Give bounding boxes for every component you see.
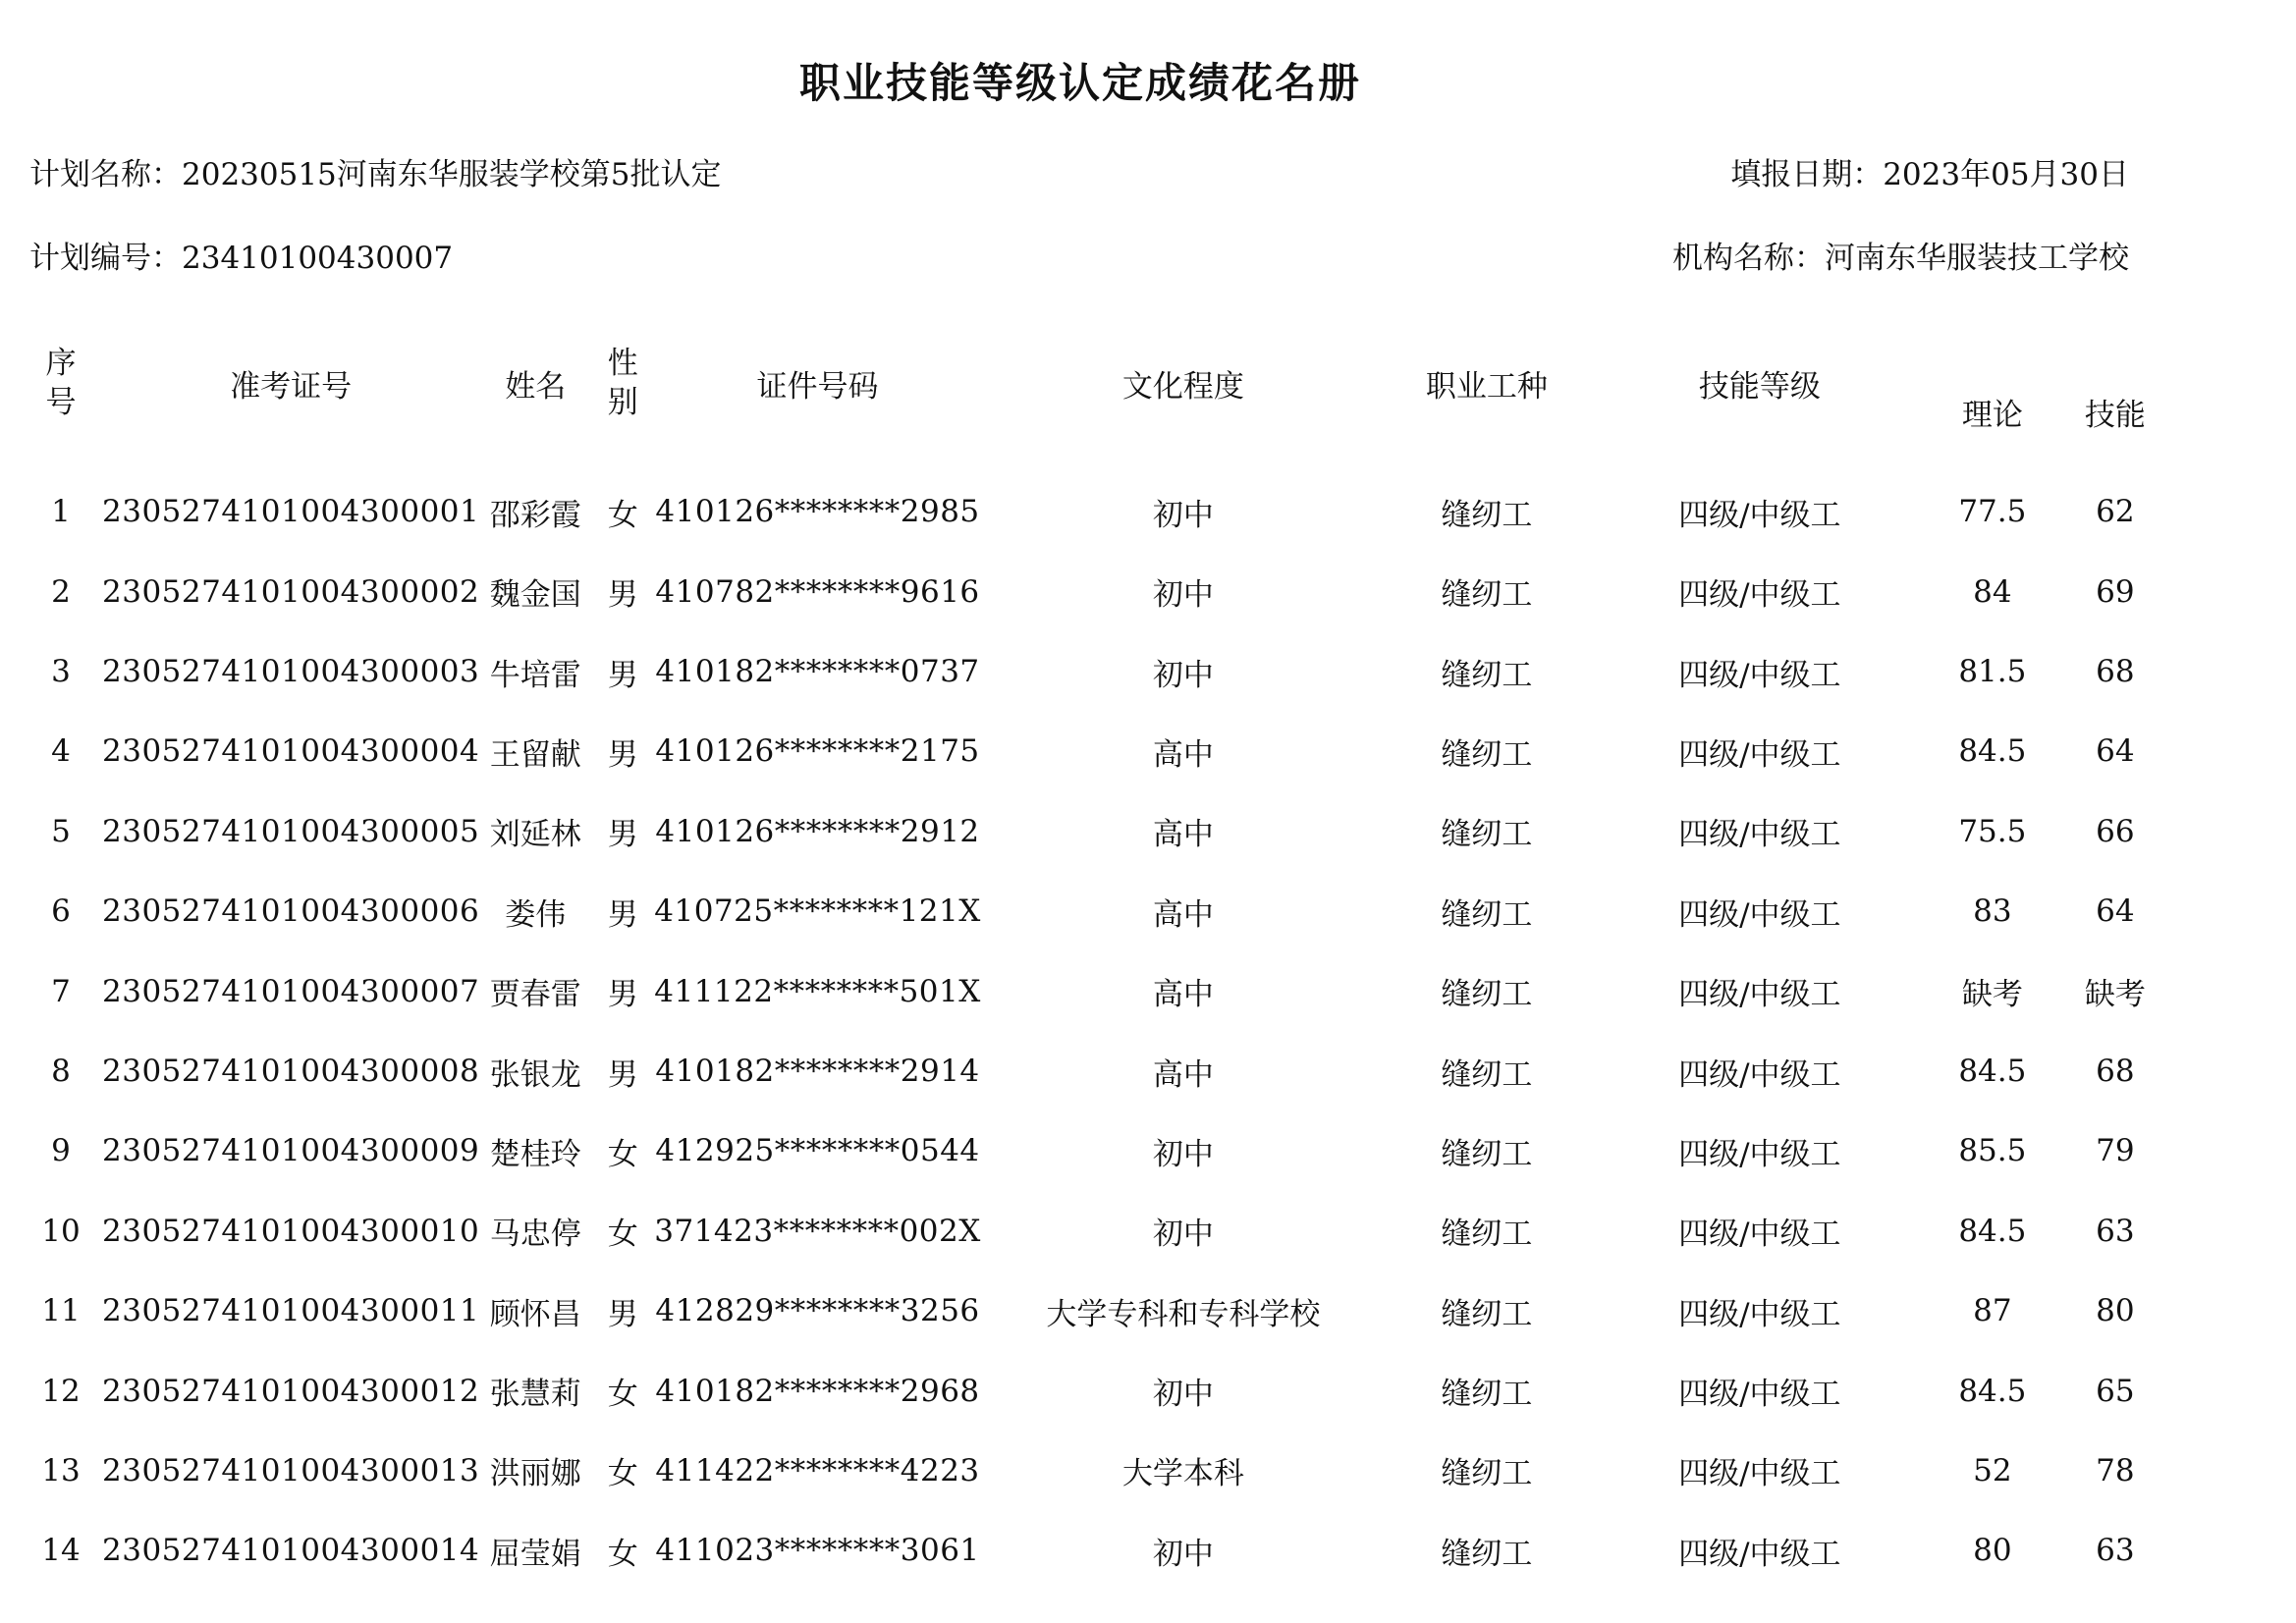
cell-seq: 3 — [51, 654, 71, 690]
cell-name: 牛培雷 — [489, 657, 581, 693]
header-occupation: 职业工种 — [1425, 368, 1548, 405]
cell-occupation: 缝纫工 — [1441, 736, 1533, 773]
cell-ticket: 2305274101004300011 — [102, 1293, 480, 1329]
cell-skill-level: 四级/中级工 — [1678, 1296, 1841, 1332]
page-title: 职业技能等级认定成绩花名册 — [798, 59, 1361, 107]
table-row — [20, 1511, 2177, 1591]
cell-education: 高中 — [1152, 817, 1214, 853]
cell-skill-level: 四级/中级工 — [1678, 1056, 1841, 1093]
cell-theory-score: 84.5 — [1958, 1213, 2027, 1249]
table-row — [20, 1111, 2177, 1191]
cell-seq: 1 — [51, 494, 71, 529]
table-row — [20, 1271, 2177, 1351]
cell-occupation: 缝纫工 — [1441, 896, 1533, 933]
cell-skill-score: 64 — [2096, 733, 2135, 770]
cell-id-number: 410182********2914 — [655, 1054, 980, 1090]
cell-name: 屈莹娟 — [489, 1536, 581, 1572]
cell-theory-score: 85.5 — [1958, 1133, 2027, 1169]
table-row — [20, 1351, 2177, 1431]
cell-occupation: 缝纫工 — [1441, 1136, 1533, 1172]
cell-id-number: 411422********4223 — [655, 1452, 980, 1488]
cell-occupation: 缝纫工 — [1441, 1377, 1533, 1413]
cell-skill-level: 四级/中级工 — [1678, 896, 1841, 933]
cell-name: 贾春雷 — [489, 977, 581, 1013]
cell-occupation: 缝纫工 — [1441, 1296, 1533, 1332]
cell-id-number: 371423********002X — [654, 1213, 981, 1249]
cell-id-number: 411023********3061 — [655, 1533, 980, 1569]
header-theory: 理论 — [1961, 398, 2023, 433]
cell-education: 高中 — [1152, 1056, 1214, 1093]
table-row — [20, 631, 2177, 711]
cell-skill-level: 四级/中级工 — [1678, 657, 1841, 693]
cell-seq: 12 — [41, 1373, 81, 1409]
organization-field — [1672, 233, 2129, 277]
cell-skill-score: 68 — [2096, 1054, 2135, 1090]
cell-theory-score: 77.5 — [1958, 494, 2027, 529]
cell-education: 初中 — [1152, 1217, 1214, 1253]
cell-name: 邵彩霞 — [489, 497, 581, 533]
cell-seq: 14 — [41, 1533, 81, 1569]
cell-skill-level: 四级/中级工 — [1678, 1217, 1841, 1253]
cell-gender: 女 — [607, 497, 638, 533]
plan-number-value: 23410100430007 — [182, 241, 454, 276]
header-gender-line1: 性 — [607, 346, 638, 381]
cell-occupation: 缝纫工 — [1441, 657, 1533, 693]
cell-gender: 女 — [607, 1217, 638, 1253]
cell-gender: 男 — [607, 1056, 638, 1093]
cell-theory-score: 84.5 — [1958, 733, 2027, 770]
cell-id-number: 410126********2985 — [655, 494, 980, 529]
cell-seq: 8 — [51, 1054, 71, 1090]
plan-number-label: 计划编号： — [29, 241, 182, 276]
plan-number-field — [29, 233, 453, 277]
cell-skill-score: 78 — [2096, 1452, 2135, 1488]
cell-skill-level: 四级/中级工 — [1678, 1456, 1841, 1492]
cell-theory-score: 84.5 — [1958, 1054, 2027, 1090]
cell-education: 初中 — [1152, 1377, 1214, 1413]
cell-name: 刘延林 — [489, 817, 581, 853]
cell-name: 张慧莉 — [489, 1377, 581, 1413]
cell-seq: 6 — [51, 893, 71, 930]
table-row — [20, 1191, 2177, 1271]
cell-theory-score: 84.5 — [1958, 1373, 2027, 1409]
header-skill: 技能 — [2084, 398, 2146, 433]
header-gender — [591, 312, 654, 454]
fill-date-field — [1730, 149, 2129, 193]
cell-skill-score: 64 — [2096, 893, 2135, 930]
cell-ticket: 2305274101004300006 — [102, 893, 480, 930]
cell-education: 高中 — [1152, 977, 1214, 1013]
cell-gender: 女 — [607, 1456, 638, 1492]
cell-id-number: 410182********0737 — [655, 654, 980, 690]
score-roster-table — [20, 312, 2177, 1591]
cell-id-number: 410126********2175 — [655, 733, 980, 770]
cell-skill-level: 四级/中级工 — [1678, 1536, 1841, 1572]
cell-name: 魏金国 — [489, 577, 581, 614]
fill-date-label: 填报日期： — [1730, 157, 1884, 192]
cell-id-number: 412925********0544 — [655, 1133, 980, 1169]
cell-occupation: 缝纫工 — [1441, 1217, 1533, 1253]
table-row — [20, 872, 2177, 951]
cell-gender: 男 — [607, 817, 638, 853]
cell-id-number: 410725********121X — [654, 893, 981, 930]
table-body — [20, 454, 2177, 1591]
cell-education: 初中 — [1152, 657, 1214, 693]
cell-id-number: 410182********2968 — [655, 1373, 980, 1409]
cell-skill-level: 四级/中级工 — [1678, 736, 1841, 773]
cell-gender: 女 — [607, 1536, 638, 1572]
cell-theory-score: 75.5 — [1958, 813, 2027, 849]
cell-skill-score: 缺考 — [2084, 977, 2146, 1013]
header-gender-line2: 别 — [607, 385, 638, 420]
cell-theory-score: 84 — [1973, 573, 2012, 610]
table-row — [20, 951, 2177, 1031]
cell-name: 顾怀昌 — [489, 1296, 581, 1332]
cell-skill-level: 四级/中级工 — [1678, 1136, 1841, 1172]
cell-seq: 9 — [51, 1133, 71, 1169]
table-row — [20, 1031, 2177, 1110]
plan-name-value: 20230515河南东华服装学校第5批认定 — [182, 157, 722, 192]
cell-skill-score: 69 — [2096, 573, 2135, 610]
header-id-number: 证件号码 — [756, 368, 879, 405]
fill-date-value: 2023年05月30日 — [1883, 157, 2129, 192]
cell-ticket: 2305274101004300012 — [102, 1373, 480, 1409]
cell-gender: 男 — [607, 657, 638, 693]
table-row — [20, 1431, 2177, 1510]
cell-education: 高中 — [1152, 736, 1214, 773]
header-seq-line2: 号 — [45, 385, 77, 420]
cell-theory-score: 87 — [1973, 1293, 2012, 1329]
cell-education: 大学专科和专科学校 — [1046, 1296, 1321, 1332]
cell-occupation: 缝纫工 — [1441, 977, 1533, 1013]
cell-ticket: 2305274101004300007 — [102, 973, 480, 1009]
cell-skill-score: 63 — [2096, 1533, 2135, 1569]
cell-gender: 男 — [607, 1296, 638, 1332]
cell-seq: 11 — [41, 1293, 81, 1329]
cell-seq: 7 — [51, 973, 71, 1009]
cell-theory-score: 52 — [1973, 1452, 2012, 1488]
cell-ticket: 2305274101004300002 — [102, 573, 480, 610]
cell-id-number: 410126********2912 — [655, 813, 980, 849]
cell-ticket: 2305274101004300003 — [102, 654, 480, 690]
cell-occupation: 缝纫工 — [1441, 577, 1533, 614]
cell-name: 楚桂玲 — [489, 1136, 581, 1172]
cell-name: 张银龙 — [489, 1056, 581, 1093]
header-education: 文化程度 — [1121, 368, 1244, 405]
plan-name-field — [29, 149, 722, 193]
table-header-row — [20, 312, 2177, 454]
header-skill-level: 技能等级 — [1698, 368, 1821, 405]
cell-skill-level: 四级/中级工 — [1678, 817, 1841, 853]
table-row — [20, 454, 2177, 552]
header-seq — [20, 312, 102, 454]
cell-name: 洪丽娜 — [489, 1456, 581, 1492]
cell-id-number: 411122********501X — [654, 973, 981, 1009]
cell-seq: 5 — [51, 813, 71, 849]
cell-skill-level: 四级/中级工 — [1678, 577, 1841, 614]
cell-theory-score: 80 — [1973, 1533, 2012, 1569]
cell-skill-level: 四级/中级工 — [1678, 497, 1841, 533]
cell-occupation: 缝纫工 — [1441, 817, 1533, 853]
cell-ticket: 2305274101004300014 — [102, 1533, 480, 1569]
table-row — [20, 791, 2177, 871]
cell-name: 娄伟 — [505, 896, 567, 933]
cell-ticket: 2305274101004300004 — [102, 733, 480, 770]
cell-id-number: 410782********9616 — [655, 573, 980, 610]
organization-label: 机构名称： — [1672, 241, 1825, 276]
cell-education: 初中 — [1152, 1136, 1214, 1172]
cell-skill-score: 79 — [2096, 1133, 2135, 1169]
cell-skill-score: 63 — [2096, 1213, 2135, 1249]
cell-skill-score: 66 — [2096, 813, 2135, 849]
cell-name: 王留献 — [489, 736, 581, 773]
cell-theory-score: 83 — [1973, 893, 2012, 930]
cell-name: 马忠停 — [489, 1217, 581, 1253]
cell-gender: 女 — [607, 1136, 638, 1172]
cell-ticket: 2305274101004300008 — [102, 1054, 480, 1090]
cell-occupation: 缝纫工 — [1441, 1536, 1533, 1572]
cell-skill-level: 四级/中级工 — [1678, 977, 1841, 1013]
header-seq-line1: 序 — [45, 346, 77, 381]
cell-education: 初中 — [1152, 577, 1214, 614]
cell-skill-score: 62 — [2096, 494, 2135, 529]
cell-occupation: 缝纫工 — [1441, 1456, 1533, 1492]
cell-gender: 男 — [607, 577, 638, 614]
cell-theory-score: 81.5 — [1958, 654, 2027, 690]
header-name: 姓名 — [505, 368, 567, 405]
cell-seq: 4 — [51, 733, 71, 770]
cell-skill-score: 68 — [2096, 654, 2135, 690]
cell-occupation: 缝纫工 — [1441, 497, 1533, 533]
cell-seq: 2 — [51, 573, 71, 610]
cell-ticket: 2305274101004300005 — [102, 813, 480, 849]
cell-seq: 10 — [41, 1213, 81, 1249]
cell-education: 高中 — [1152, 896, 1214, 933]
cell-education: 大学本科 — [1121, 1456, 1244, 1492]
cell-gender: 男 — [607, 896, 638, 933]
cell-occupation: 缝纫工 — [1441, 1056, 1533, 1093]
cell-education: 初中 — [1152, 1536, 1214, 1572]
cell-ticket: 2305274101004300013 — [102, 1452, 480, 1488]
table-row — [20, 712, 2177, 791]
cell-gender: 男 — [607, 736, 638, 773]
cell-gender: 女 — [607, 1377, 638, 1413]
cell-skill-score: 65 — [2096, 1373, 2135, 1409]
cell-education: 初中 — [1152, 497, 1214, 533]
cell-ticket: 2305274101004300010 — [102, 1213, 480, 1249]
cell-theory-score: 缺考 — [1961, 977, 2023, 1013]
cell-skill-level: 四级/中级工 — [1678, 1377, 1841, 1413]
cell-id-number: 412829********3256 — [655, 1293, 980, 1329]
organization-value: 河南东华服装技工学校 — [1825, 241, 2129, 276]
cell-seq: 13 — [41, 1452, 81, 1488]
header-ticket: 准考证号 — [230, 368, 353, 405]
plan-name-label: 计划名称： — [29, 157, 182, 192]
cell-ticket: 2305274101004300001 — [102, 494, 480, 529]
cell-skill-score: 80 — [2096, 1293, 2135, 1329]
cell-gender: 男 — [607, 977, 638, 1013]
cell-ticket: 2305274101004300009 — [102, 1133, 480, 1169]
table-row — [20, 552, 2177, 631]
